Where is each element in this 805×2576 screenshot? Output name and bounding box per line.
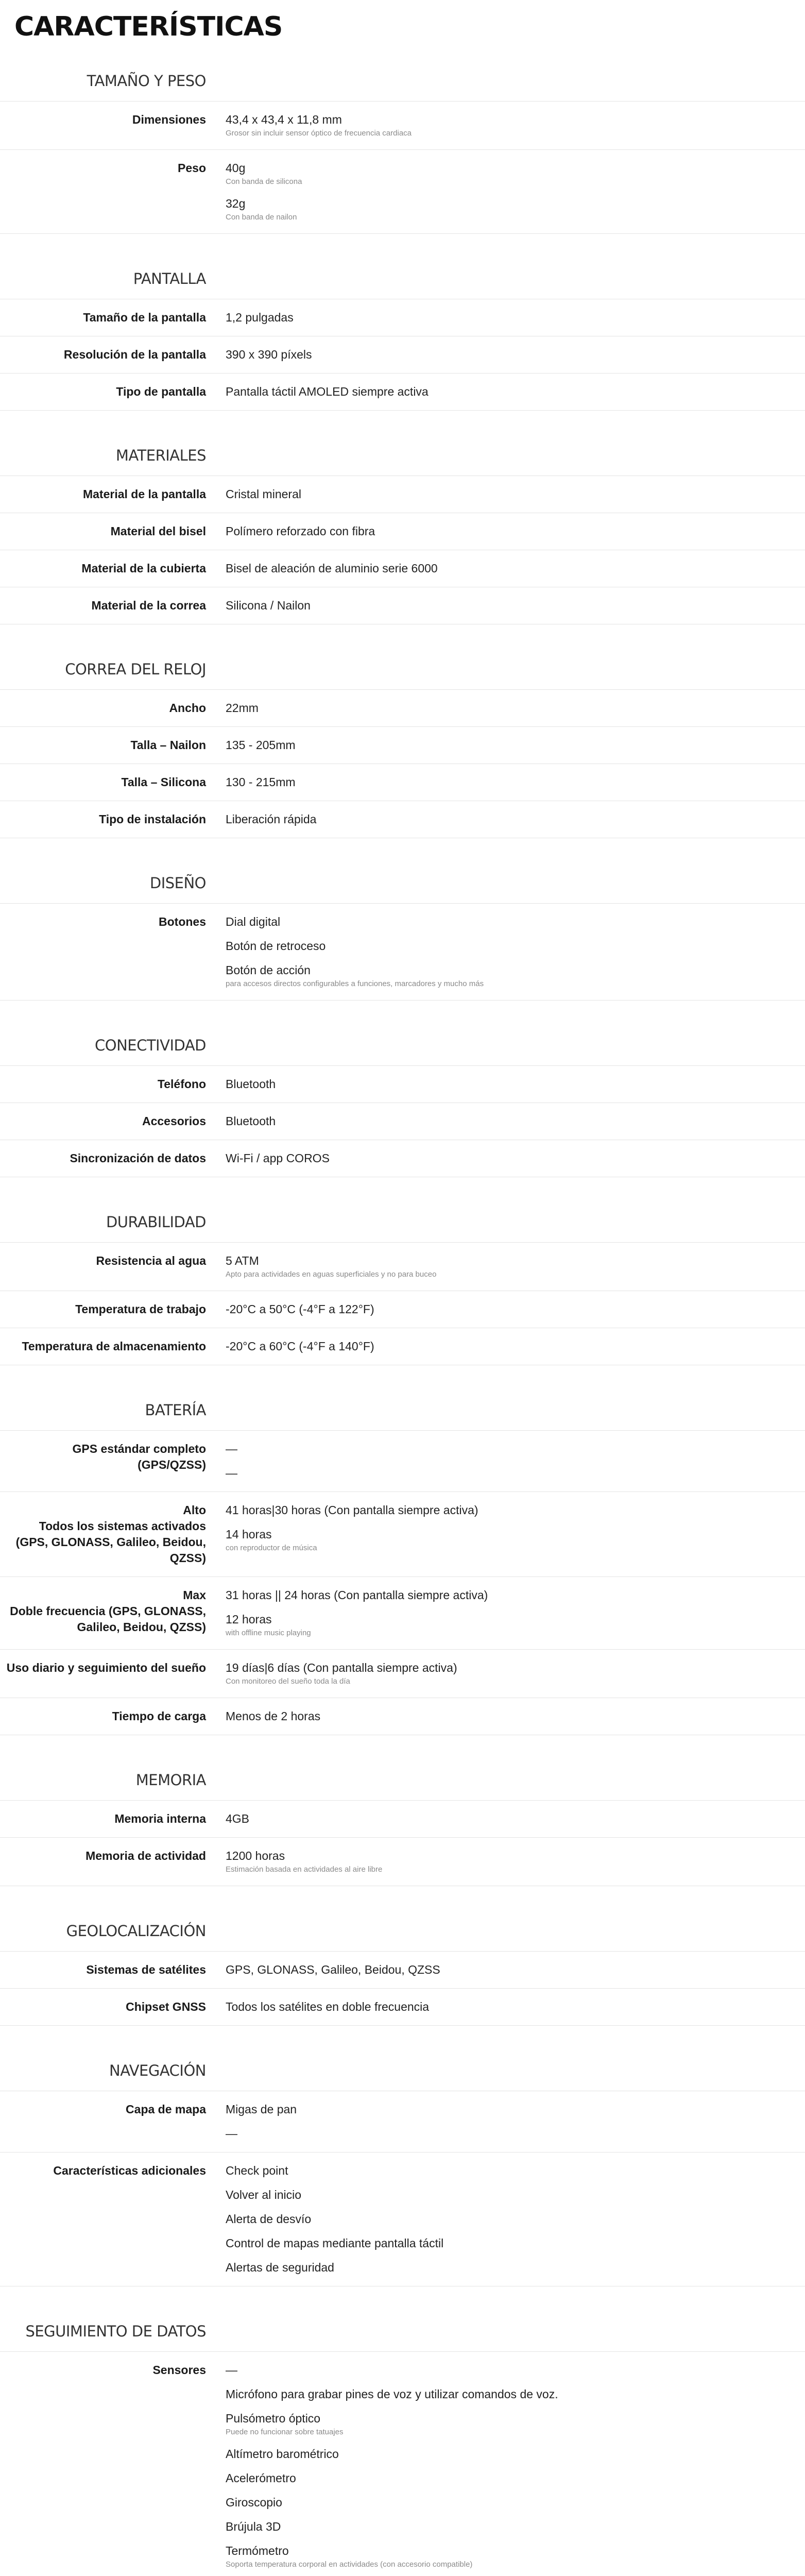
spec-value-text: 41 horas|30 horas (Con pantalla siempre activa) xyxy=(226,1503,478,1517)
spec-table xyxy=(0,1065,805,1177)
spec-section-conectividad xyxy=(0,1037,805,1177)
spec-section-tamano-y-peso xyxy=(0,72,805,234)
spec-values xyxy=(206,727,805,764)
spec-value-text: Acelerómetro xyxy=(226,2471,296,2485)
spec-values xyxy=(206,1291,805,1328)
spec-label: Peso xyxy=(178,161,206,175)
page-title: CARACTERÍSTICAS xyxy=(14,11,283,42)
spec-label: Tipo de pantalla xyxy=(116,385,206,398)
spec-value xyxy=(226,2159,791,2183)
spec-row xyxy=(0,1951,805,1988)
spec-value xyxy=(226,1146,791,1171)
spec-value xyxy=(226,2515,791,2539)
spec-values xyxy=(206,904,805,1000)
section-title: MEMORIA xyxy=(135,1771,206,1789)
spec-label: Material del bisel xyxy=(110,524,206,538)
spec-row xyxy=(0,764,805,801)
spec-value-note: Grosor sin incluir sensor óptico de frecuencia cardiaca xyxy=(226,129,412,138)
spec-value xyxy=(226,2406,791,2442)
spec-label: Tipo de instalación xyxy=(99,812,206,826)
spec-values xyxy=(206,150,805,233)
spec-row xyxy=(0,801,805,838)
spec-label: Memoria de actividad xyxy=(85,1849,206,1862)
spec-value-text: 135 - 205mm xyxy=(226,738,296,752)
spec-row xyxy=(0,1492,805,1577)
spec-value-note: Puede no funcionar sobre tatuajes xyxy=(226,2428,344,2436)
spec-values xyxy=(206,1989,805,2025)
spec-value xyxy=(226,380,791,404)
spec-label: Chipset GNSS xyxy=(126,2000,206,2013)
spec-value-note: para accesos directos configurables a funciones, marcadores y mucho más xyxy=(226,979,484,988)
spec-label: Resolución de la pantalla xyxy=(63,348,206,361)
spec-row xyxy=(0,299,805,336)
spec-label: Material de la pantalla xyxy=(82,487,206,501)
spec-table xyxy=(0,689,805,838)
spec-table xyxy=(0,1800,805,1886)
section-title: NAVEGACIÓN xyxy=(109,2062,206,2079)
spec-row xyxy=(0,1291,805,1328)
spec-value xyxy=(226,2207,791,2231)
spec-value xyxy=(226,1704,791,1728)
spec-value-text: 43,4 x 43,4 x 11,8 mm xyxy=(226,113,342,126)
spec-label: Teléfono xyxy=(157,1077,206,1091)
spec-row xyxy=(0,2091,805,2152)
section-title: DISEÑO xyxy=(149,874,206,892)
spec-value xyxy=(226,108,791,143)
spec-value xyxy=(226,156,791,192)
section-title: PANTALLA xyxy=(133,270,206,287)
spec-value xyxy=(226,770,791,794)
spec-value-note: Apto para actividades en aguas superficiales y no para buceo xyxy=(226,1270,437,1279)
spec-label: Material de la cubierta xyxy=(81,562,206,575)
spec-table xyxy=(0,476,805,624)
spec-row xyxy=(0,373,805,411)
spec-value-text: — xyxy=(226,1442,237,1455)
spec-value xyxy=(226,2097,791,2122)
spec-value xyxy=(226,2231,791,2256)
spec-value xyxy=(226,934,791,958)
spec-values xyxy=(206,1066,805,1103)
spec-value-text: Pantalla táctil AMOLED siempre activa xyxy=(226,385,429,398)
spec-value-text: Botón de acción xyxy=(226,963,311,977)
spec-value xyxy=(226,2466,791,2490)
spec-section-seguimiento-de-datos xyxy=(0,2323,805,2576)
spec-values xyxy=(206,587,805,624)
spec-label: Tamaño de la pantalla xyxy=(83,311,206,324)
spec-row xyxy=(0,689,805,726)
spec-values xyxy=(206,1492,805,1577)
spec-label: Capa de mapa xyxy=(126,2103,206,2116)
spec-value-text: Volver al inicio xyxy=(226,2188,302,2201)
spec-section-correa-del-reloj xyxy=(0,660,805,838)
spec-value-text: Silicona / Nailon xyxy=(226,599,311,612)
spec-value-text: 40g xyxy=(226,161,246,175)
spec-table xyxy=(0,1242,805,1365)
spec-value xyxy=(226,1498,791,1522)
section-title: DURABILIDAD xyxy=(106,1213,206,1231)
spec-table xyxy=(0,299,805,411)
spec-value-text: Dial digital xyxy=(226,915,281,928)
spec-value-text: 1200 horas xyxy=(226,1849,285,1862)
spec-row xyxy=(0,149,805,234)
spec-value xyxy=(226,343,791,367)
spec-value-text: Micrófono para grabar pines de voz y utilizar comandos de voz. xyxy=(226,2387,558,2401)
spec-row xyxy=(0,1430,805,1492)
spec-values xyxy=(206,101,805,149)
spec-value-text: 32g xyxy=(226,197,246,210)
spec-value-text: Wi-Fi / app COROS xyxy=(226,1151,330,1165)
spec-value-text: Bisel de aleación de aluminio serie 6000 xyxy=(226,562,438,575)
spec-values xyxy=(206,2091,805,2152)
spec-label: GPS estándar completo (GPS/QZSS) xyxy=(72,1442,206,1471)
spec-value-note: con reproductor de música xyxy=(226,1544,317,1552)
spec-values xyxy=(206,1698,805,1735)
spec-row xyxy=(0,513,805,550)
spec-values xyxy=(206,2153,805,2286)
spec-value-text: 12 horas xyxy=(226,1613,272,1626)
spec-value-text: 4GB xyxy=(226,1812,250,1825)
spec-value xyxy=(226,1437,791,1461)
spec-row xyxy=(0,1837,805,1886)
spec-value xyxy=(226,733,791,757)
spec-value-note: with offline music playing xyxy=(226,1629,311,1637)
spec-value-text: 390 x 390 píxels xyxy=(226,348,312,361)
spec-value xyxy=(226,696,791,720)
spec-label: Tiempo de carga xyxy=(112,1709,206,1723)
spec-value xyxy=(226,2442,791,2466)
spec-value-text: Altímetro barométrico xyxy=(226,2447,339,2461)
spec-section-bateria xyxy=(0,1401,805,1735)
spec-values xyxy=(206,2352,805,2576)
spec-label: Sincronización de datos xyxy=(70,1151,206,1165)
spec-value xyxy=(226,1656,791,1691)
spec-value-note: Estimación basada en actividades al aire libre xyxy=(226,1865,383,1874)
spec-values xyxy=(206,1838,805,1886)
spec-value-text: Termómetro xyxy=(226,2544,289,2557)
spec-value-text: Menos de 2 horas xyxy=(226,1709,321,1723)
spec-value-text: Todos los satélites en doble frecuencia xyxy=(226,2000,430,2013)
spec-value xyxy=(226,1297,791,1321)
spec-label: Temperatura de trabajo xyxy=(75,1302,206,1316)
spec-value-text: Cristal mineral xyxy=(226,487,301,501)
spec-value xyxy=(226,2122,791,2146)
spec-value-text: Migas de pan xyxy=(226,2103,297,2116)
spec-value xyxy=(226,482,791,506)
spec-label: Accesorios xyxy=(142,1114,206,1128)
spec-value-text: Polímero reforzado con fibra xyxy=(226,524,375,538)
spec-table xyxy=(0,101,805,234)
spec-row xyxy=(0,726,805,764)
spec-values xyxy=(206,764,805,801)
spec-value-text: 19 días|6 días (Con pantalla siempre activa) xyxy=(226,1661,457,1674)
spec-label: Dimensiones xyxy=(132,113,206,126)
spec-label: Botones xyxy=(159,915,206,928)
spec-value xyxy=(226,192,791,227)
spec-value-text: — xyxy=(226,1466,237,1480)
spec-row xyxy=(0,1988,805,2026)
spec-value xyxy=(226,556,791,581)
spec-value-text: Alerta de desvío xyxy=(226,2212,312,2226)
spec-label: Ancho xyxy=(169,701,206,715)
spec-value xyxy=(226,1995,791,2019)
spec-label: Sistemas de satélites xyxy=(86,1963,206,1976)
spec-row xyxy=(0,587,805,624)
spec-label: Sensores xyxy=(152,2363,206,2377)
spec-value-text: 5 ATM xyxy=(226,1254,259,1267)
spec-value-text: Botón de retroceso xyxy=(226,939,326,953)
spec-label: Alto Todos los sistemas activados (GPS, GLONASS, Galileo, Beidou, QZSS) xyxy=(15,1503,206,1565)
spec-value-note: Con banda de nailon xyxy=(226,213,297,222)
spec-row xyxy=(0,1649,805,1698)
spec-value xyxy=(226,910,791,934)
section-title: MATERIALES xyxy=(115,447,206,464)
spec-value xyxy=(226,2490,791,2515)
spec-table xyxy=(0,1951,805,2026)
spec-value xyxy=(226,2358,791,2382)
spec-value-text: 14 horas xyxy=(226,1528,272,1541)
spec-table xyxy=(0,1430,805,1735)
spec-values xyxy=(206,1952,805,1988)
spec-row xyxy=(0,336,805,373)
spec-values xyxy=(206,476,805,513)
spec-row xyxy=(0,1242,805,1291)
spec-value xyxy=(226,2382,791,2406)
spec-value-note: Con banda de silicona xyxy=(226,177,302,186)
spec-value-text: Bluetooth xyxy=(226,1114,276,1128)
spec-label: Max Doble frecuencia (GPS, GLONASS, Galileo, Beidou, QZSS) xyxy=(10,1588,206,1634)
spec-value xyxy=(226,1249,791,1284)
spec-table xyxy=(0,903,805,1001)
spec-table xyxy=(0,2091,805,2286)
section-title: SEGUIMIENTO DE DATOS xyxy=(25,2323,206,2340)
spec-values xyxy=(206,1140,805,1177)
spec-value xyxy=(226,807,791,832)
spec-row xyxy=(0,1328,805,1365)
spec-section-diseno xyxy=(0,874,805,1001)
spec-label: Talla – Nailon xyxy=(130,738,206,752)
spec-label: Memoria interna xyxy=(114,1812,206,1825)
spec-value xyxy=(226,1109,791,1133)
section-title: GEOLOCALIZACIÓN xyxy=(66,1922,206,1940)
spec-value xyxy=(226,1522,791,1558)
spec-value xyxy=(226,306,791,330)
spec-row xyxy=(0,1800,805,1837)
spec-values xyxy=(206,801,805,838)
spec-value xyxy=(226,594,791,618)
spec-row xyxy=(0,903,805,1001)
spec-values xyxy=(206,336,805,373)
spec-value xyxy=(226,1807,791,1831)
spec-value-text: Pulsómetro óptico xyxy=(226,2412,321,2425)
section-title: CORREA DEL RELOJ xyxy=(65,660,206,678)
spec-label: Material de la correa xyxy=(91,599,206,612)
spec-row xyxy=(0,1065,805,1103)
spec-value-text: Brújula 3D xyxy=(226,2520,281,2533)
spec-value xyxy=(226,1607,791,1643)
spec-values xyxy=(206,1801,805,1837)
spec-values xyxy=(206,1243,805,1291)
spec-value xyxy=(226,958,791,994)
spec-row xyxy=(0,1698,805,1735)
spec-values xyxy=(206,1577,805,1649)
spec-values xyxy=(206,550,805,587)
spec-values xyxy=(206,690,805,726)
spec-row xyxy=(0,1140,805,1177)
spec-row xyxy=(0,101,805,149)
spec-value xyxy=(226,2539,791,2574)
spec-value xyxy=(226,2183,791,2207)
spec-value xyxy=(226,1958,791,1982)
spec-row xyxy=(0,1577,805,1649)
spec-value-text: — xyxy=(226,2127,237,2140)
spec-value-text: -20°C a 50°C (-4°F a 122°F) xyxy=(226,1302,374,1316)
spec-label: Resistencia al agua xyxy=(96,1254,206,1267)
spec-values xyxy=(206,1328,805,1365)
spec-row xyxy=(0,550,805,587)
spec-value-text: Liberación rápida xyxy=(226,812,317,826)
spec-section-pantalla xyxy=(0,270,805,411)
spec-value xyxy=(226,2256,791,2280)
spec-value-text: Control de mapas mediante pantalla táctil xyxy=(226,2236,444,2250)
spec-section-materiales xyxy=(0,447,805,624)
spec-value xyxy=(226,1072,791,1096)
spec-values xyxy=(206,299,805,336)
spec-value xyxy=(226,1844,791,1879)
spec-value-text: 1,2 pulgadas xyxy=(226,311,294,324)
spec-row xyxy=(0,2152,805,2286)
spec-label: Talla – Silicona xyxy=(121,775,206,789)
spec-value-text: 22mm xyxy=(226,701,259,715)
spec-value xyxy=(226,1334,791,1359)
spec-value-text: Alertas de seguridad xyxy=(226,2261,334,2274)
spec-section-geolocalizacion xyxy=(0,1922,805,2026)
section-title: CONECTIVIDAD xyxy=(95,1037,206,1054)
spec-section-navegacion xyxy=(0,2062,805,2286)
spec-value xyxy=(226,1583,791,1607)
spec-row xyxy=(0,2351,805,2576)
spec-sections xyxy=(0,72,805,2576)
spec-label: Características adicionales xyxy=(53,2164,206,2177)
spec-table xyxy=(0,2351,805,2576)
section-title: TAMAÑO Y PESO xyxy=(87,72,206,90)
spec-label: Uso diario y seguimiento del sueño xyxy=(6,1661,206,1674)
spec-value-text: Bluetooth xyxy=(226,1077,276,1091)
spec-value-text: 130 - 215mm xyxy=(226,775,296,789)
spec-values xyxy=(206,1650,805,1698)
spec-value xyxy=(226,519,791,544)
spec-value-text: 31 horas || 24 horas (Con pantalla siempre activa) xyxy=(226,1588,488,1602)
spec-values xyxy=(206,374,805,410)
spec-section-durabilidad xyxy=(0,1213,805,1365)
spec-section-memoria xyxy=(0,1771,805,1886)
spec-value-text: — xyxy=(226,2363,237,2377)
spec-label: Temperatura de almacenamiento xyxy=(22,1340,206,1353)
spec-value xyxy=(226,1461,791,1485)
spec-value-note: Con monitoreo del sueño toda la día xyxy=(226,1677,350,1686)
spec-row xyxy=(0,1103,805,1140)
spec-value-text: -20°C a 60°C (-4°F a 140°F) xyxy=(226,1340,374,1353)
spec-values xyxy=(206,1103,805,1140)
spec-values xyxy=(206,1431,805,1492)
spec-row xyxy=(0,476,805,513)
spec-value-note: Soporta temperatura corporal en actividades (con accesorio compatible) xyxy=(226,2560,473,2569)
spec-values xyxy=(206,513,805,550)
section-title: BATERÍA xyxy=(145,1401,206,1419)
spec-value-text: Check point xyxy=(226,2164,288,2177)
spec-value-text: GPS, GLONASS, Galileo, Beidou, QZSS xyxy=(226,1963,440,1976)
spec-value-text: Giroscopio xyxy=(226,2496,282,2509)
